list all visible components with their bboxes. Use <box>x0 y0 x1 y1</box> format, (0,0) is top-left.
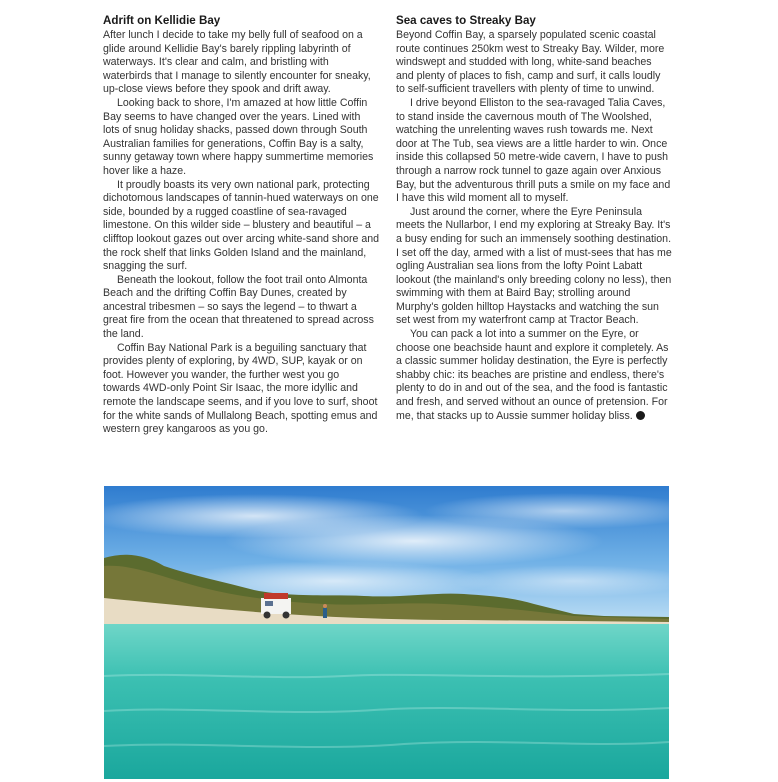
end-of-article-icon <box>636 411 645 420</box>
beach-photo <box>104 486 669 779</box>
article-paragraph: Beneath the lookout, follow the foot trail onto Almonta Beach and the drifting Coffin Bay Dunes, created by ancestral tribesmen – so says the legend – to thwart a great fire from the ocean that threatened to spread across the land. <box>103 273 374 341</box>
right-article-column <box>396 14 672 423</box>
article-paragraph: After lunch I decide to take my belly full of seafood on a glide around Kellidie Bay's barely rippling labyrinth of waterways. It's clear and calm, and bristling with waterbirds that I manage to silently encounter for sneaky, up-close views before they spook and drift away. <box>103 29 371 96</box>
sea <box>104 624 669 779</box>
article-paragraph: Beyond Coffin Bay, a sparsely populated scenic coastal route continues 250km west to Streaky Bay. Wilder, more windswept and studded with long, white-sand beaches and plenty of places to fish, camp and surf, it calls loudly to self-sufficient travellers with plenty of time to unwind. <box>396 29 665 96</box>
person-icon <box>323 604 327 618</box>
section-heading-kellidie-bay: Adrift on Kellidie Bay <box>103 14 221 27</box>
article-paragraph: It proudly boasts its very own national park, protecting dichotomous landscapes of tannin-hued waterways on one side, bounded by a rugged coastline of sea-ravaged limestone. On this wilder side – blustery and beautiful – a clifftop lookout gazes out over arcing white-sand shore and the rock shelf that links Golden Island and the mainland, snagging the surf. <box>103 178 379 273</box>
article-paragraph-text: You can pack a lot into a summer on the Eyre, or choose one beachside haunt and explore it completely. As a classic summer holiday destination, the Eyre is perfectly shabby chic: its beaches are pristine and endless, there's plenty to do in and out of the sea, and the food is fantastic and fresh, and served without an ounce of pretension. For me, that stacks up to Aussie summer holiday bliss. <box>396 328 669 422</box>
beach-photo-illustration <box>104 486 669 779</box>
left-article-column <box>103 14 379 437</box>
article-paragraph: Looking back to shore, I'm amazed at how little Coffin Bay seems to have changed over the years. Lined with lots of snug holiday shacks, passed down through South Australian families for generations, Coffin Bay is a salty, sunny getaway town where happy summertime memories hover like a haze. <box>103 96 374 177</box>
article-paragraph: I drive beyond Elliston to the sea-ravaged Talia Caves, to stand inside the cavernous mouth of The Woolshed, watching the unrelenting waves rush towards me. Next door at The Tub, sea views are a little harder to win. Once inside this collapsed 50 metre-wide cavern, I have to push through a narrow rock tunnel to gaze again over Anxious Bay, but the adventurous thrill puts a smile on my face and I have this wild moment all to myself. <box>396 96 671 205</box>
article-paragraph: Just around the corner, where the Eyre Peninsula meets the Nullarbor, I end my exploring at Streaky Bay. It's a busy ending for such an immensely soothing destination. I set off the day, armed with a list of must-sees that has me ogling Australian sea lions from the lofty Point Labatt lookout (the mainland's only breeding colony no less), then swimming with them at Baird Bay; strolling around Murphy's golden hilltop Haystacks and watching the sun set west from my waterfront camp at Tractor Beach. <box>396 205 672 327</box>
article-paragraph <box>396 328 672 423</box>
section-heading-streaky-bay: Sea caves to Streaky Bay <box>396 14 536 27</box>
article-paragraph: Coffin Bay National Park is a beguiling sanctuary that provides plenty of exploring, by 4WD, SUP, kayak or on foot. However you wander, the further west you go towards 4WD-only Point Sir Isaac, the more idyllic and remote the landscape seems, and if you love to surf, shoot for the white sands of Mullalong Beach, spotting emus and western grey kangaroos as you go. <box>103 341 378 436</box>
